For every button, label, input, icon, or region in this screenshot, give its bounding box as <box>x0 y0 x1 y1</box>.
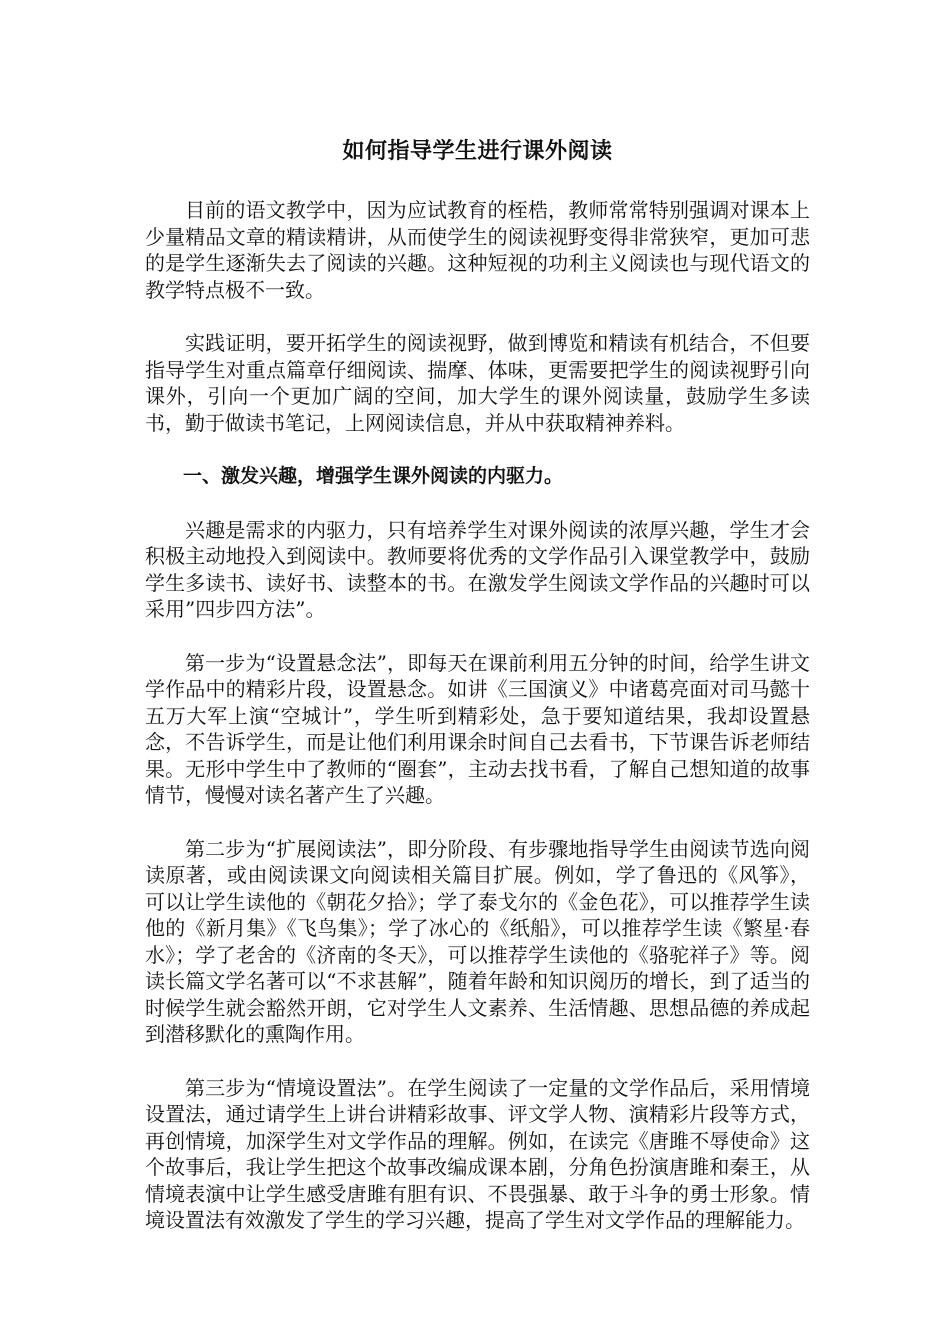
paragraph-interest: 兴趣是需求的内驱力，只有培养学生对课外阅读的浓厚兴趣，学生才会积极主动地投入到阅读中。教师要将优秀的文学作品引入课堂教学中，鼓励学生多读书、读好书、读整本的书。在激发学生阅读文学作品的兴趣时可以采用”四步四方法”。 <box>145 517 810 621</box>
paragraph-step-3: 第三步为“情境设置法”。在学生阅读了一定量的文学作品后，采用情境设置法，通过请学生上讲台讲精彩故事、评文学人物、演精彩片段等方式，再创情境，加深学生对文学作品的理解。例如，在读完《唐雎不辱使命》这个故事后，我让学生把这个故事改编成课本剧，分角色扮演唐雎和秦王，从情境表演中让学生感受唐雎有胆有识、不畏强暴、敢于斗争的勇士形象。情境设置法有效激发了学生的学习兴趣，提高了学生对文学作品的理解能力。 <box>145 1075 810 1232</box>
paragraph-step-1: 第一步为“设置悬念法”，即每天在课前利用五分钟的时间，给学生讲文学作品中的精彩片段，设置悬念。如讲《三国演义》中诸葛亮面对司马懿十五万大军上演“空城计”，学生听到精彩处，急于要知道结果，我却设置悬念，不告诉学生，而是让他们利用课余时间自己去看书，下节课告诉老师结果。无形中学生中了教师的“圈套”，主动去找书看，了解自己想知道的故事情节，慢慢对读名著产生了兴趣。 <box>145 650 810 807</box>
document-body <box>145 134 810 1261</box>
paragraph-intro-1: 目前的语文教学中，因为应试教育的桎梏，教师常常特别强调对课本上少量精品文章的精读精讲，从而使学生的阅读视野变得非常狭窄，更加可悲的是学生逐渐失去了阅读的兴趣。这种短视的功利主义阅读也与现代语文的教学特点极不一致。 <box>145 198 810 302</box>
section-heading-1: 一、激发兴趣，增强学生课外阅读的内驱力。 <box>183 465 564 487</box>
document-title: 如何指导学生进行课外阅读 <box>342 139 613 164</box>
paragraph-step-2: 第二步为“扩展阅读法”，即分阶段、有步骤地指导学生由阅读节选向阅读原著，或由阅读课文向阅读相关篇目扩展。例如，学了鲁迅的《风筝》，可以让学生读他的《朝花夕拾》；学了泰戈尔的《金色花》，可以推荐学生读他的《新月集》《飞鸟集》；学了冰心的《纸船》，可以推荐学生读《繁星·春水》；学了老舍的《济南的冬天》，可以推荐学生读他的《骆驼祥子》等。阅读长篇文学名著可以“不求甚解”，随着年龄和知识阅历的增长，到了适当的时候学生就会豁然开朗，它对学生人文素养、生活情趣、思想品德的养成起到潜移默化的熏陶作用。 <box>145 836 810 1046</box>
paragraph-intro-2: 实践证明，要开拓学生的阅读视野，做到博览和精读有机结合，不但要指导学生对重点篇章仔细阅读、揣摩、体味，更需要把学生的阅读视野引向课外，引向一个更加广阔的空间，加大学生的课外阅读量，鼓励学生多读书，勤于做读书笔记，上网阅读信息，并从中获取精神养料。 <box>145 331 810 435</box>
